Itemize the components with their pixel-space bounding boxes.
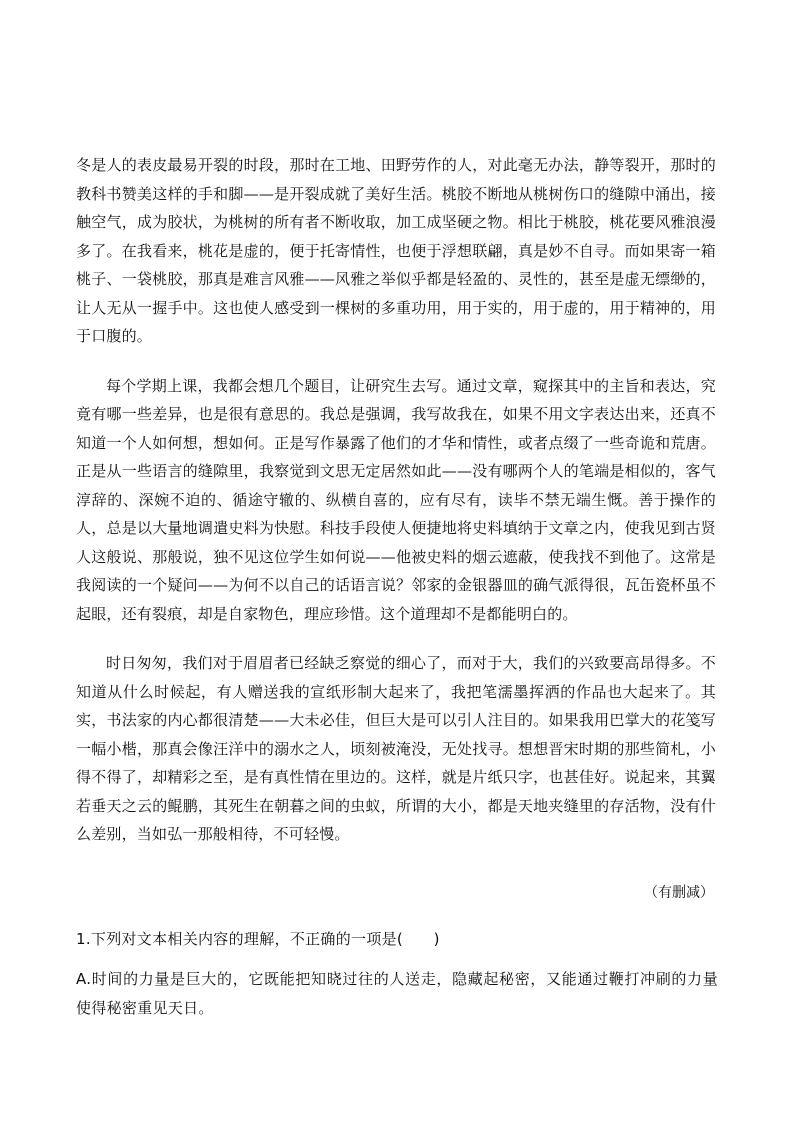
reading-passage (76, 151, 716, 870)
question-1-stem: 1.下列对文本相关内容的理解，不正确的一项是( ) (76, 930, 440, 948)
passage-paragraph-1: 冬是人的表皮最易开裂的时段，那时在工地、田野劳作的人，对此毫无办法，静等裂开，那时的教科书赞美这样的手和脚——是开裂成就了美好生活。桃胶不断地从桃树伤口的缝隙中涌出，接触空气，成为胶状，为桃树的所有者不断收取，加工成坚硬之物。相比于桃胶，桃花要风雅浪漫多了。在我看来，桃花是虚的，便于托寄情性，也便于浮想联翩，真是妙不自寻。而如果寄一箱桃子、一袋桃胶，那真是难言风雅——风雅之举似乎都是轻盈的、灵性的，甚至是虚无缥缈的，让人无从一握手中。这也使人感受到一棵树的多重功用，用于实的，用于虚的，用于精神的，用于口腹的。 (76, 156, 716, 345)
source-note: （有删减） (644, 885, 714, 901)
passage-paragraph-3: 时日匆匆，我们对于眉眉者已经缺乏察觉的细心了，而对于大，我们的兴致要高昂得多。不知道从什么时候起，有人赠送我的宣纸形制大起来了，我把笔濡墨挥洒的作品也大起来了。其实，书法家的内心都很清楚——大未必佳，但巨大是可以引人注目的。如果我用巴掌大的花笺写一幅小楷，那真会像汪洋中的溺水之人，顷刻被淹没，无处找寻。想想晋宋时期的那些简札，小得不得了，却精彩之至，是有真性情在里边的。这样，就是片纸只字，也甚佳好。说起来，其翼若垂天之云的鲲鹏，其死生在朝暮之间的虫蚁，所谓的大小，都是天地夹缝里的存活物，没有什么差别，当如弘一那般相待，不可轻慢。 (76, 654, 716, 843)
question-1-option-a: A.时间的力量是巨大的，它既能把知晓过往的人送走，隐藏起秘密，又能通过鞭打冲刷的力量使得秘密重见天日。 (76, 970, 718, 1017)
question-section (76, 925, 718, 1023)
passage-paragraph-2: 每个学期上课，我都会想几个题目，让研究生去写。通过文章，窥探其中的主旨和表达，究竟有哪一些差异，也是很有意思的。我总是强调，我写故我在，如果不用文字表达出来，还真不知道一个人如何想，想如何。正是写作暴露了他们的才华和情性，或者点缀了一些奇诡和荒唐。正是从一些语言的缝隙里，我察觉到文思无定居然如此——没有哪两个人的笔端是相似的，客气淳辞的、深婉不迫的、循途守辙的、纵横自喜的，应有尽有，读毕不禁无端生慨。善于操作的人，总是以大量地调遣史料为快慰。科技手段使人便捷地将史料填纳于文章之内，使我见到古贤人这般说、那般说，独不见这位学生如何说——他被史料的烟云遮蔽，使我找不到他了。这常是我阅读的一个疑问——为何不以自己的话语言说？邻家的金银器皿的确气派得很，瓦缶瓷杯虽不起眼，还有裂痕，却是自家物色，理应珍惜。这个道理却不是都能明白的。 (76, 376, 716, 623)
